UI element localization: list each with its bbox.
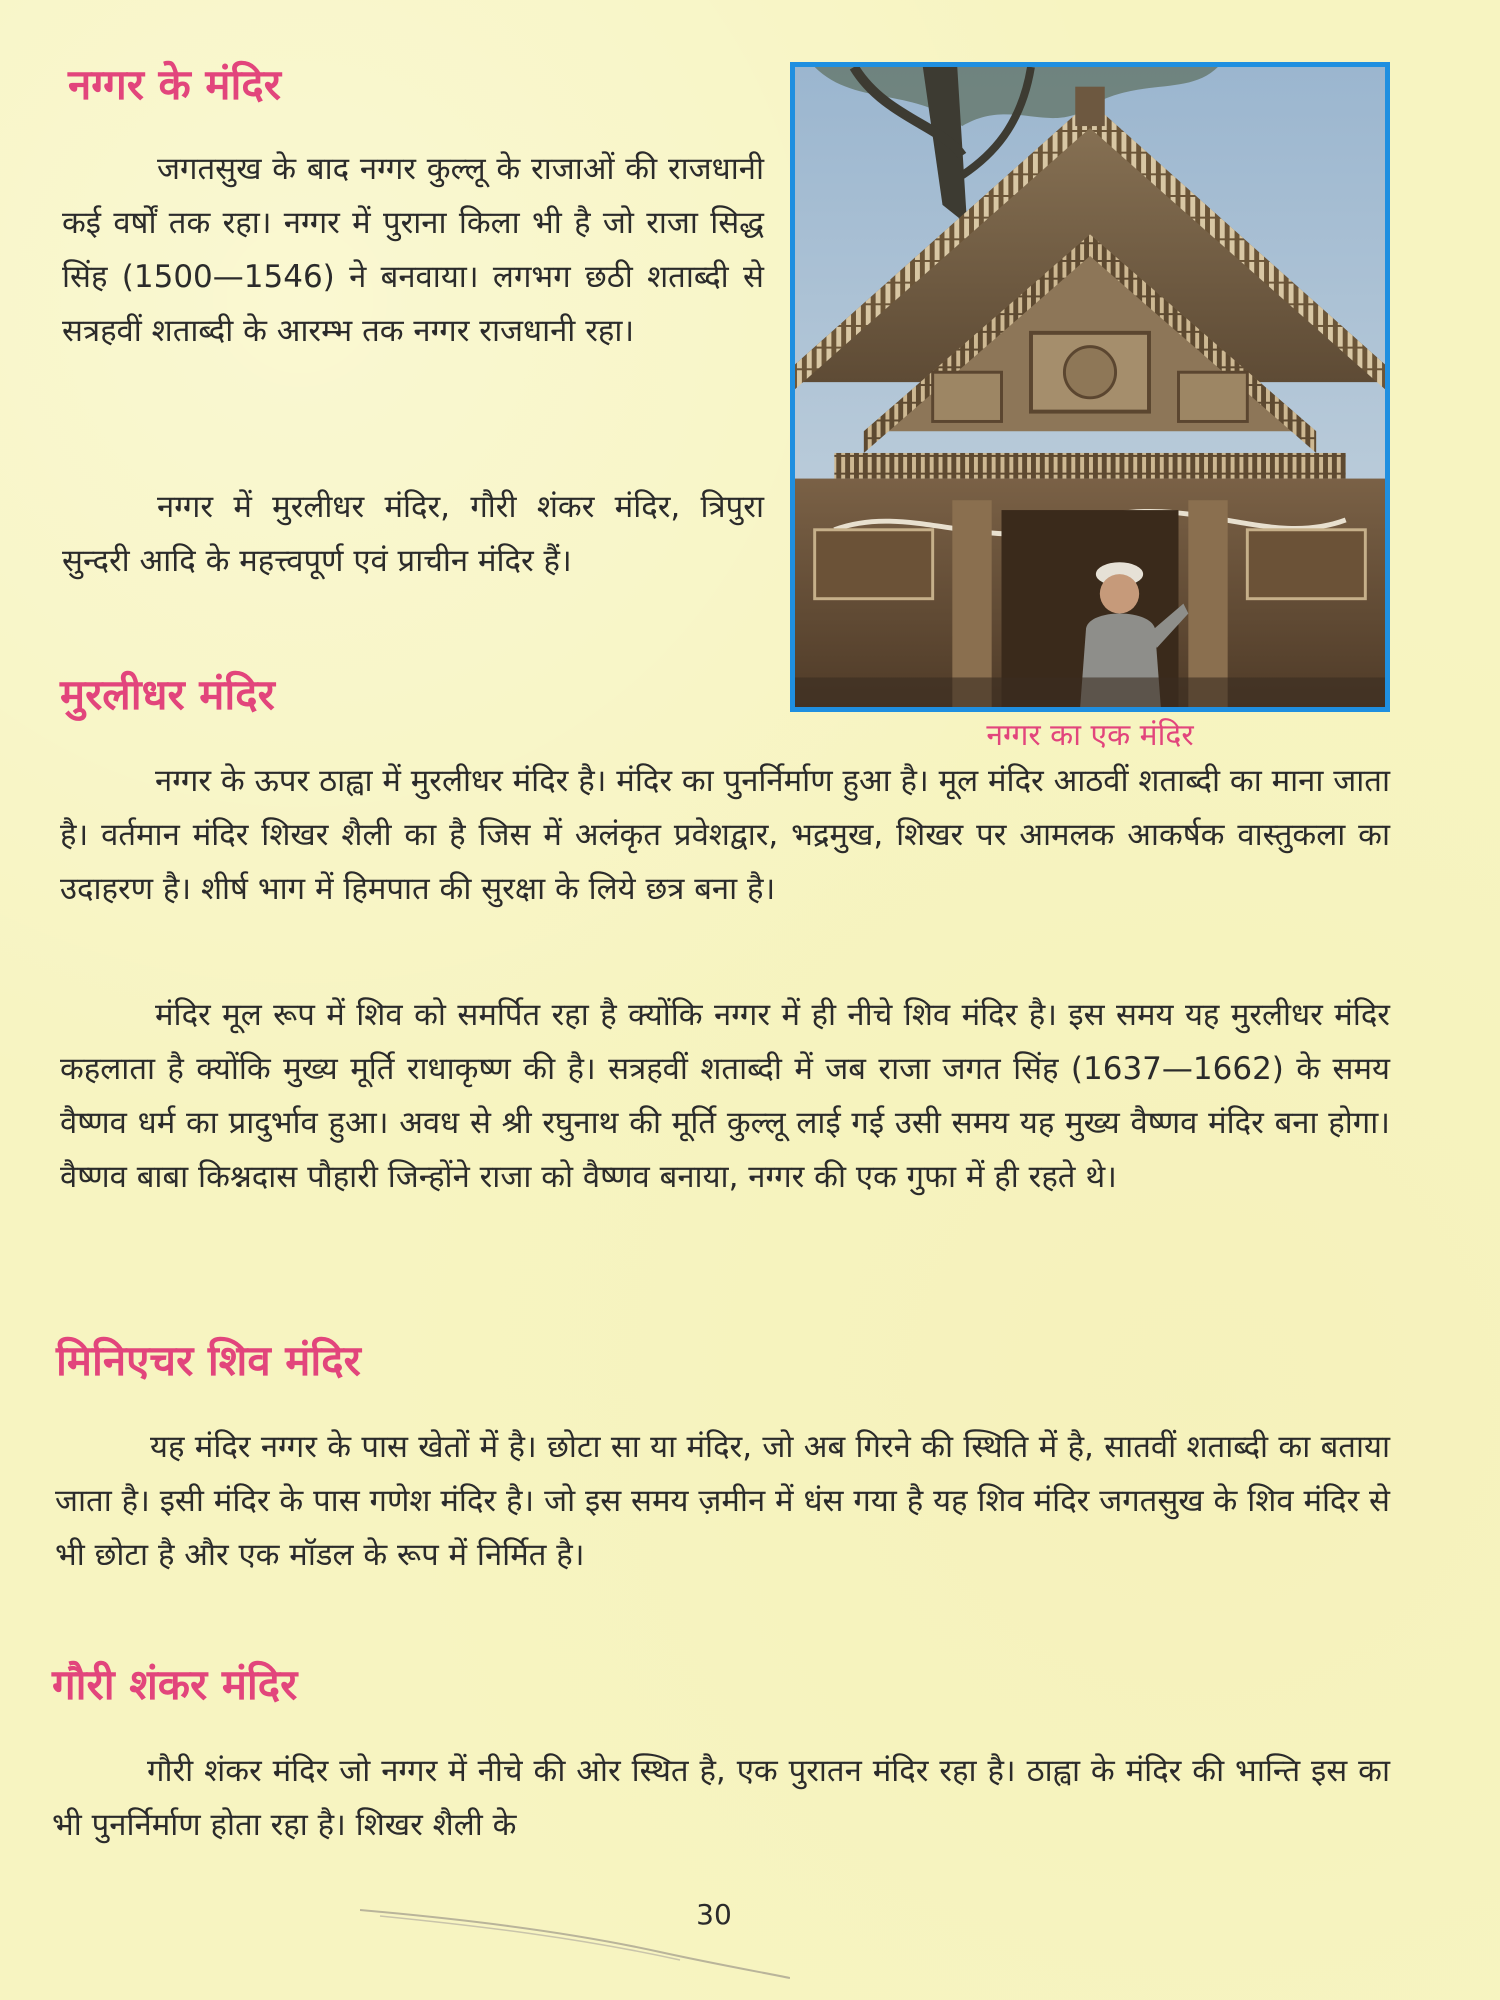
paragraph-miniature-shiv: यह मंदिर नग्गर के पास खेतों में है। छोटा सा या मंदिर, जो अब गिरने की स्थिति में है, सातवीं शताब्दी का बताया जाता है। इसी मंदिर के पास गणेश मंदिर है। जो इस समय ज़मीन में धंस गया है यह शिव मंदिर जगतसुख के शिव मंदिर से भी छोटा है और एक मॉडल के रूप में निर्मित है।	[55, 1429, 1390, 1573]
heading-gauri-shankar-temple: गौरी शंकर मंदिर	[52, 1660, 298, 1709]
paragraph-gauri-shankar: गौरी शंकर मंदिर जो नग्गर में नीचे की ओर स्थित है, एक पुरातन मंदिर रहा है। ठाह्वा के मंदिर की भान्ति इस का भी पुनर्निर्माण होता रहा है। शिखर शैली के	[52, 1753, 1390, 1843]
paragraph-murlidhar-history: मंदिर मूल रूप में शिव को समर्पित रहा है क्योंकि नग्गर में ही नीचे शिव मंदिर है। इस समय यह मुरलीधर मंदिर कहलाता है क्योंकि मुख्य मूर्ति राधाकृष्ण की है। सत्रहवीं शताब्दी में जब राजा जगत सिंह (1637—1662) के समय वैष्णव धर्म का प्रादुर्भाव हुआ। अवध से श्री रघुनाथ की मूर्ति कुल्लू लाई गई उसी समय यह मुख्य वैष्णव मंदिर बना होगा। वैष्णव बाबा किश्नदास पौहारी जिन्होंने राजा को वैष्णव बनाया, नग्गर की एक गुफा में ही रहते थे।	[60, 997, 1390, 1195]
photo-caption: नग्गर का एक मंदिर	[986, 718, 1194, 753]
paragraph-murlidhar-description: नग्गर के ऊपर ठाह्वा में मुरलीधर मंदिर है। मंदिर का पुनर्निर्माण हुआ है। मूल मंदिर आठवीं शताब्दी का माना जाता है। वर्तमान मंदिर शिखर शैली का है जिस में अलंकृत प्रवेशद्वार, भद्रमुख, शिखर पर आमलक आकर्षक वास्तुकला का उदाहरण है। शीर्ष भाग में हिमपात की सुरक्षा के लिये छत्र बना है।	[60, 763, 1390, 907]
heading-miniature-shiv-temple: मिनिएचर शिव मंदिर	[56, 1336, 361, 1385]
paragraph-naggar-temples-list: नग्गर में मुरलीधर मंदिर, गौरी शंकर मंदिर, त्रिपुरा सुन्दरी आदि के महत्त्वपूर्ण एवं प्राचीन मंदिर हैं।	[62, 489, 764, 579]
temple-photo	[790, 62, 1390, 712]
heading-naggar-temples: नग्गर के मंदिर	[68, 60, 281, 109]
paragraph-naggar-capital: जगतसुख के बाद नग्गर कुल्लू के राजाओं की राजधानी कई वर्षों तक रहा। नग्गर में पुराना किला भी है जो राजा सिद्ध सिंह (1500—1546) ने बनवाया। लगभग छठी शताब्दी से सत्रहवीं शताब्दी के आरम्भ तक नग्गर राजधानी रहा।	[62, 151, 764, 349]
heading-murlidhar-temple: मुरलीधर मंदिर	[60, 670, 275, 719]
page-number: 30	[696, 1898, 732, 1931]
temple-illustration	[795, 67, 1385, 707]
